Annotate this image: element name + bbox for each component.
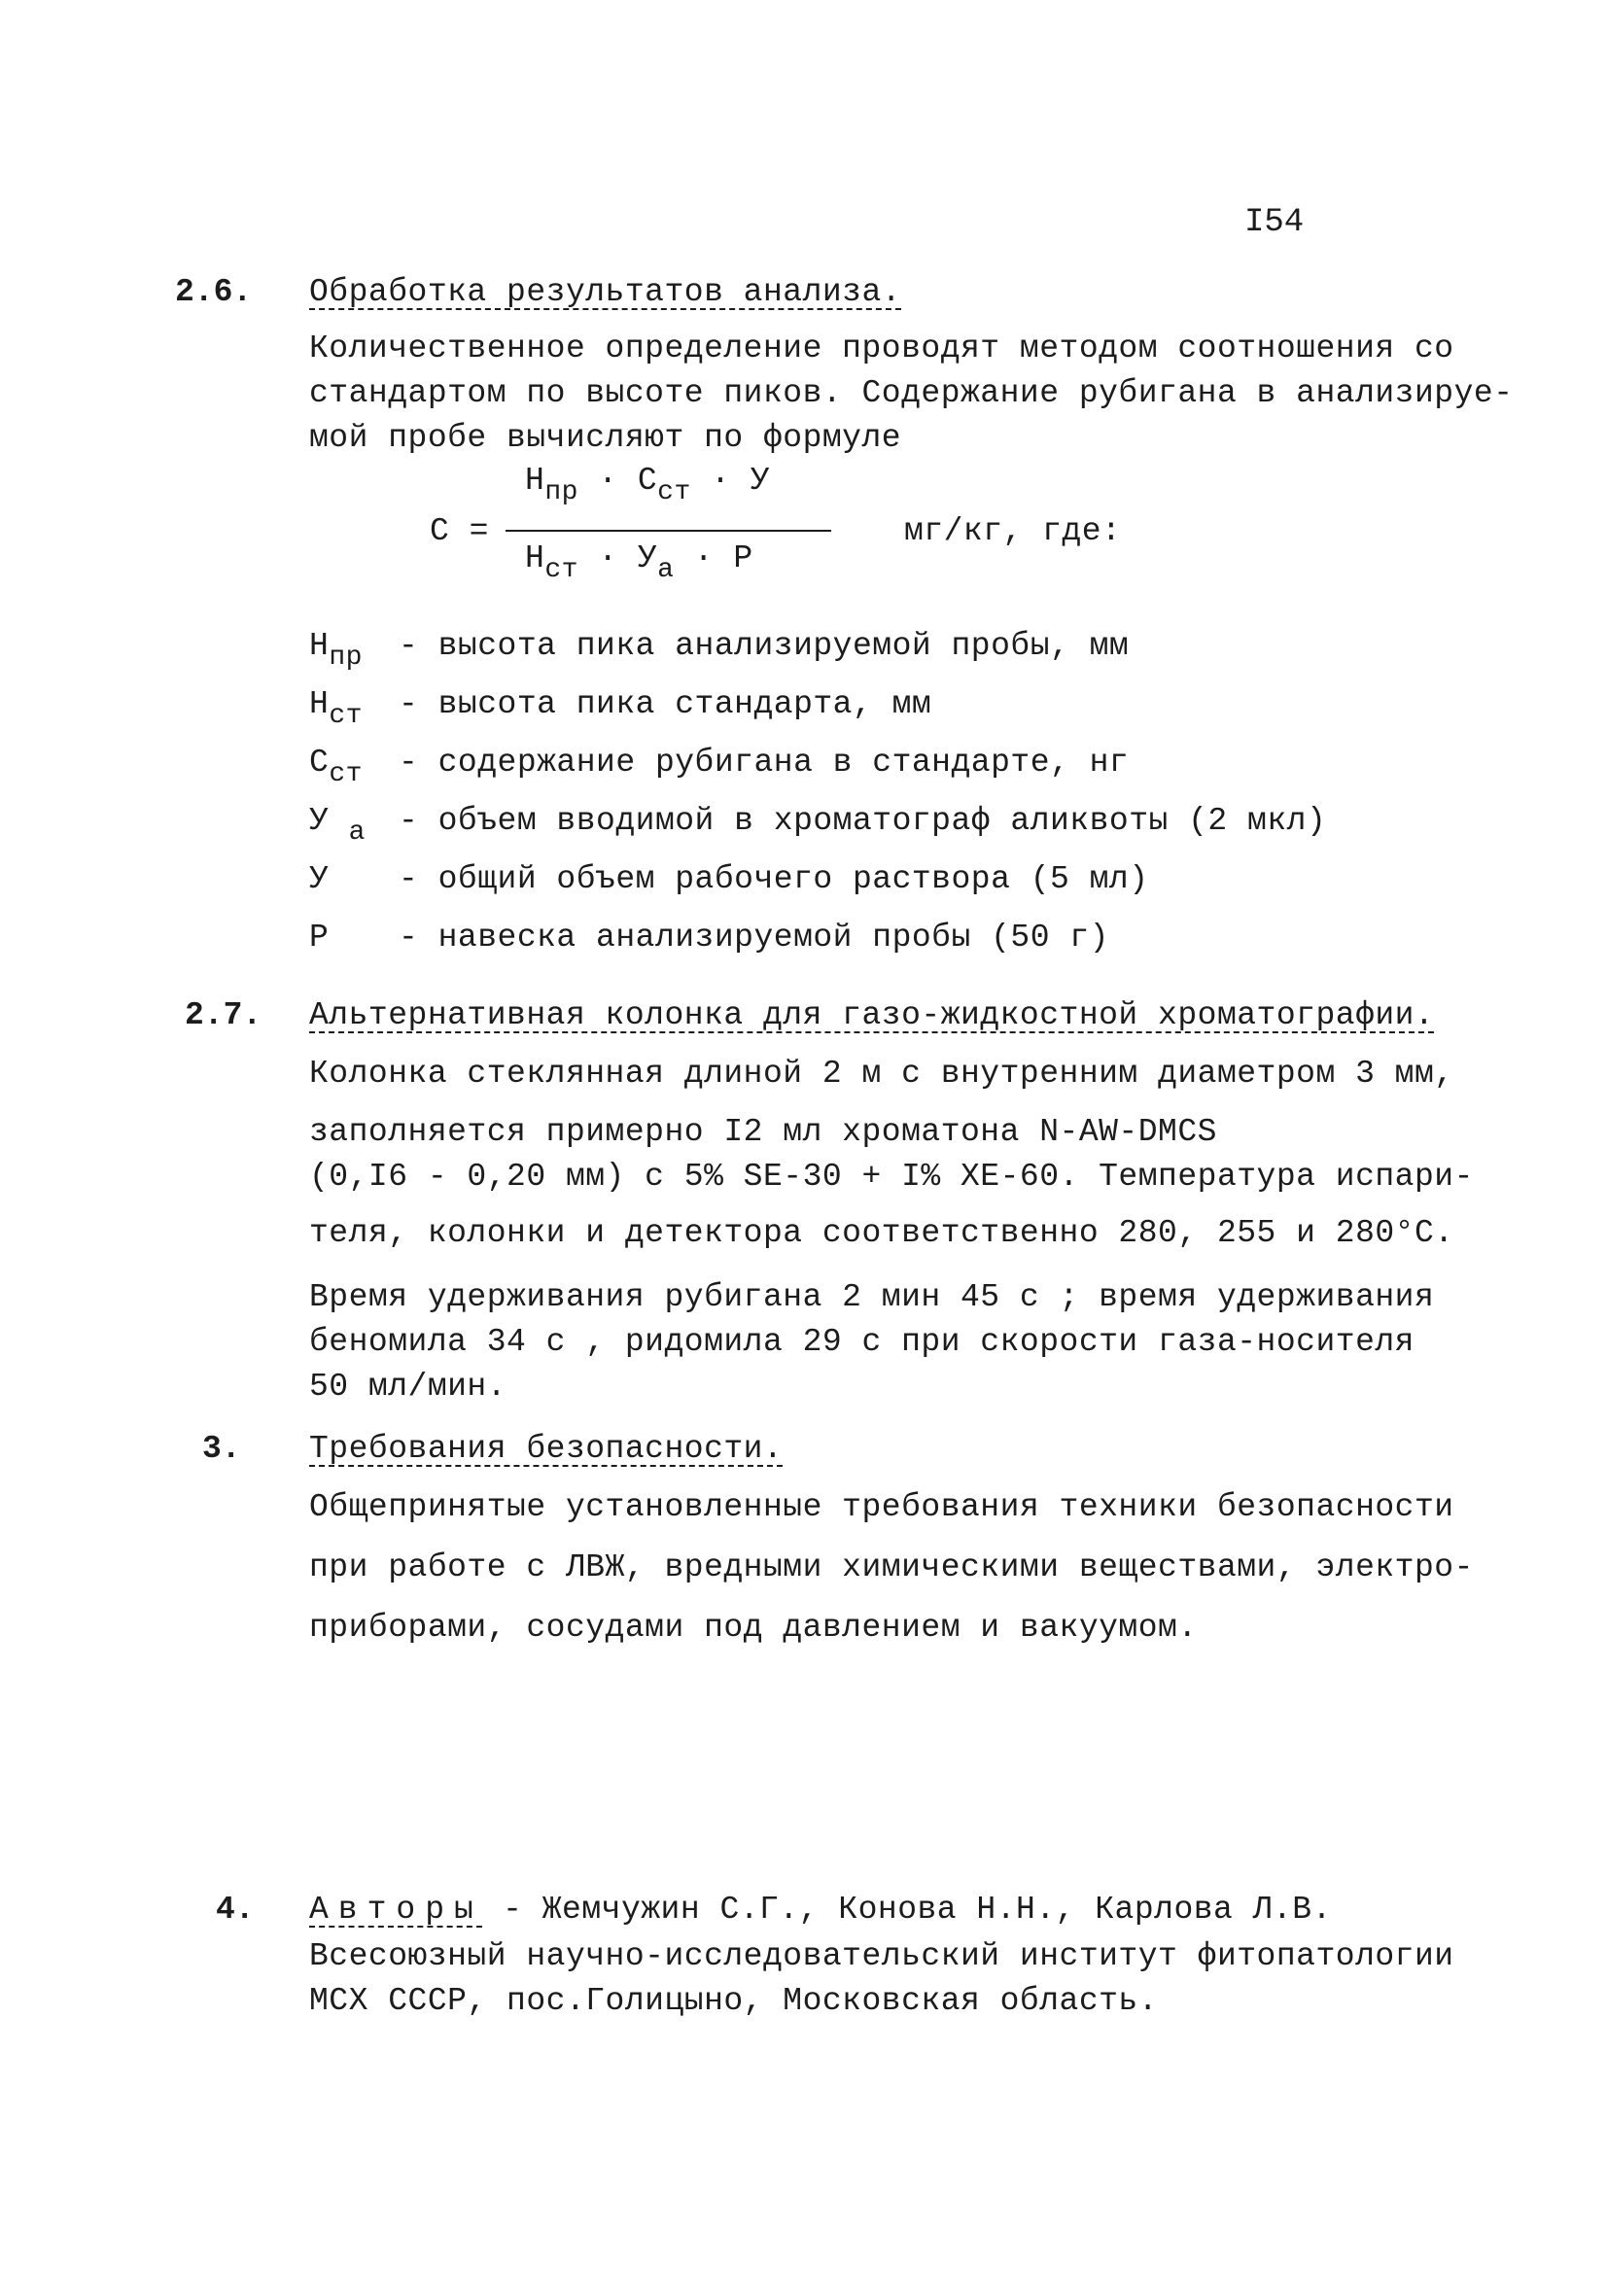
section-2-7-line-4: теля, колонки и детектора соответственно 280, 255 и 280°С. xyxy=(309,1215,1454,1251)
formula-num-c: С xyxy=(637,463,658,499)
section-2-7-line-2: заполняется примерно I2 мл хроматона N-AW-DMCS xyxy=(309,1114,1217,1150)
section-3-line-3: приборами, сосудами под давлением и вакуумом. xyxy=(309,1610,1198,1646)
section-2-7-line-7: 50 мл/мин. xyxy=(309,1369,507,1405)
legend-sub: а xyxy=(348,818,366,848)
formula-numerator xyxy=(525,463,771,507)
formula-den-h: Н xyxy=(525,540,545,576)
section-2-6-title: Обработка результатов анализа. xyxy=(309,274,902,310)
section-4-line-2: МСХ СССР, пос.Голицыно, Московская область. xyxy=(309,1983,1159,2019)
section-2-6-line-2: стандартом по высоте пиков. Содержание рубигана в анализируе- xyxy=(309,375,1514,411)
formula-lhs xyxy=(430,513,489,549)
fraction-line xyxy=(506,530,831,532)
formula-den-dot-1: · xyxy=(598,540,618,576)
legend-symbol-1 xyxy=(309,628,363,673)
section-2-7-line-1: Колонка стеклянная длиной 2 м с внутренним диаметром 3 мм, xyxy=(309,1056,1454,1092)
section-2-7-line-5: Время удерживания рубигана 2 мин 45 с ; время удерживания xyxy=(309,1279,1435,1315)
section-4-number: 4. xyxy=(216,1892,255,1928)
legend-sym: Н xyxy=(309,628,330,664)
formula-lhs-c: С xyxy=(430,513,450,549)
section-2-7-number: 2.7. xyxy=(185,997,262,1033)
formula-num-v: У xyxy=(750,463,771,499)
section-3-line-1: Общепринятые установленные требования техники безопасности xyxy=(309,1489,1454,1525)
legend-text-5: - общий объем рабочего раствора (5 мл) xyxy=(399,861,1149,897)
legend-sym: У xyxy=(309,803,330,839)
legend-sub: ст xyxy=(329,701,363,731)
section-3-number: 3. xyxy=(202,1431,241,1467)
section-2-6-line-3: мой пробе вычисляют по формуле xyxy=(309,420,902,456)
section-4-authors: - Жемчужин С.Г., Конова Н.Н., Карлова Л.В. xyxy=(482,1892,1332,1928)
legend-sym: С xyxy=(309,745,330,781)
legend-sub: пр xyxy=(329,643,363,673)
formula-den-dot-2: · xyxy=(693,540,715,576)
formula-num-h-sub: пр xyxy=(544,477,578,507)
formula-units: мг/кг, где: xyxy=(904,513,1122,549)
formula-den-h-sub: ст xyxy=(544,555,578,585)
legend-sym: Р xyxy=(309,920,330,956)
section-2-7-line-6: беномила 34 с , ридомила 29 с при скорости газа-носителя xyxy=(309,1324,1415,1360)
page-number: I54 xyxy=(1244,204,1305,241)
legend-sym: У xyxy=(309,861,330,897)
legend-symbol-6 xyxy=(309,920,329,956)
legend-text-3: - содержание рубигана в стандарте, нг xyxy=(399,745,1130,781)
formula-num-dot-2: · xyxy=(711,463,731,499)
legend-symbol-3 xyxy=(309,745,363,789)
formula-den-v: У xyxy=(637,540,658,576)
section-3-line-2: при работе с ЛВЖ, вредными химическими веществами, электро- xyxy=(309,1549,1474,1585)
section-4-heading xyxy=(309,1892,1332,1928)
formula-equals: = xyxy=(469,513,489,549)
legend-text-1: - высота пика анализируемой пробы, мм xyxy=(399,628,1130,664)
section-2-7-line-3: (0,I6 - 0,20 мм) с 5% SE-30 + I% XE-60. Температура испари- xyxy=(309,1159,1474,1195)
legend-sub: ст xyxy=(329,759,363,789)
legend-symbol-5 xyxy=(309,861,329,897)
formula-den-p: Р xyxy=(733,540,753,576)
legend-symbol-2 xyxy=(309,686,363,731)
section-4-line-1: Всесоюзный научно-исследовательский институт фитопатологии xyxy=(309,1938,1454,1974)
legend-text-6: - навеска анализируемой пробы (50 г) xyxy=(399,920,1109,956)
legend-text-2: - высота пика стандарта, мм xyxy=(399,686,932,722)
section-2-7-title: Альтернативная колонка для газо-жидкостной хроматографии. xyxy=(309,997,1435,1033)
legend-sym: Н xyxy=(309,686,330,722)
section-4-title: Авторы xyxy=(309,1892,483,1928)
legend-text-4: - объем вводимой в хроматограф аликвоты (2 мкл) xyxy=(399,803,1327,839)
formula-den-v-sub: а xyxy=(657,555,675,585)
legend-symbol-4 xyxy=(309,803,366,848)
formula-num-c-sub: ст xyxy=(657,477,691,507)
section-2-6-number: 2.6. xyxy=(175,274,253,310)
formula-num-h: Н xyxy=(525,463,545,499)
formula-num-dot-1: · xyxy=(598,463,618,499)
section-3-title: Требования безопасности. xyxy=(309,1431,784,1467)
section-2-6-line-1: Количественное определение проводят методом соотношения со xyxy=(309,330,1454,366)
formula-denominator xyxy=(525,540,753,585)
